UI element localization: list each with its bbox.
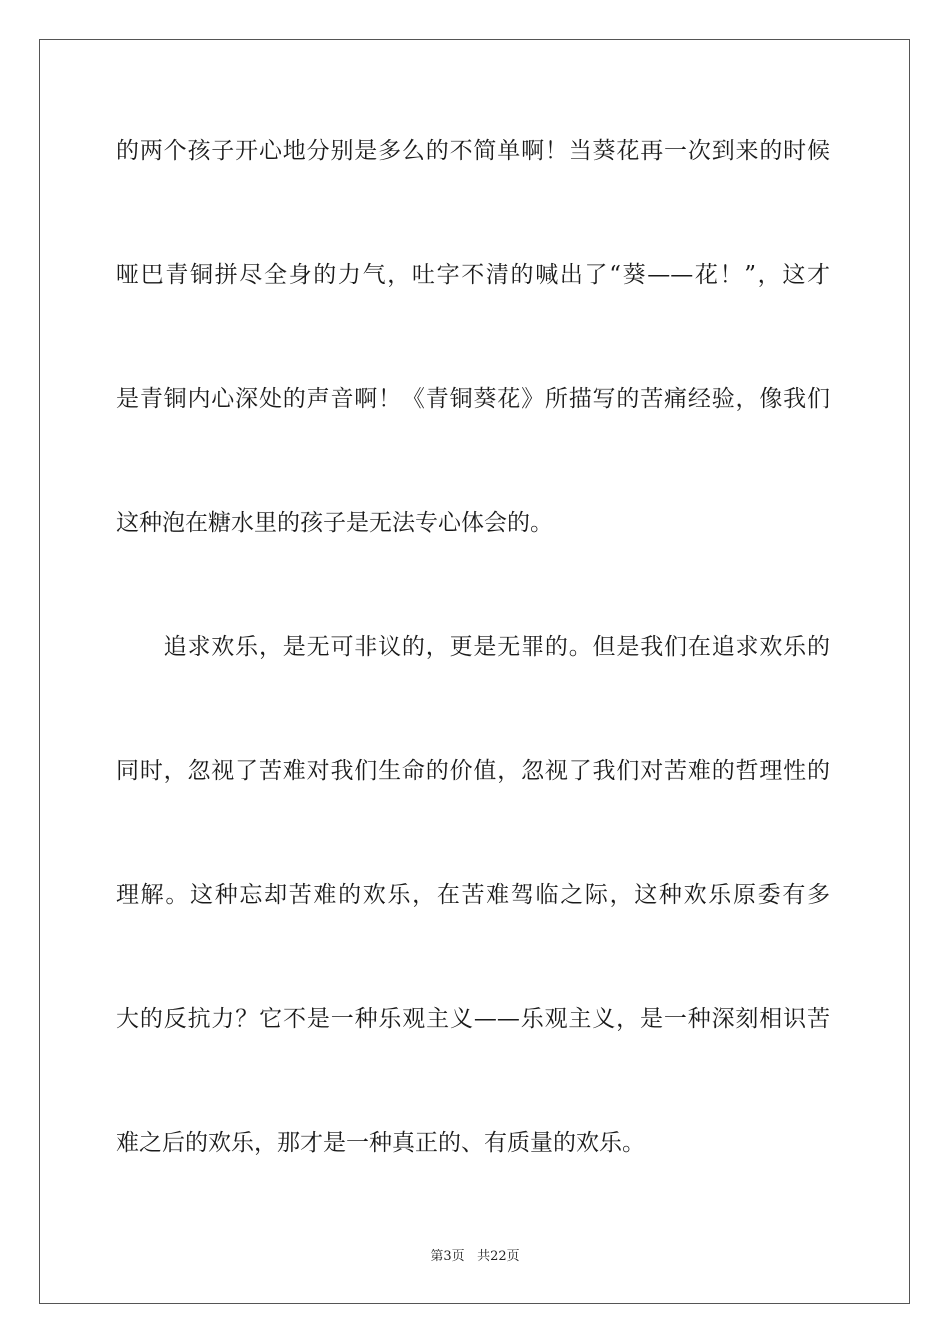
text-line: 大的反抗力？它不是一种乐观主义——乐观主义，是一种深刻相识苦 — [116, 1006, 830, 1032]
text-line: 的两个孩子开心地分别是多么的不简单啊！当葵花再一次到来的时候 — [116, 138, 830, 164]
text-line: 难之后的欢乐，那才是一种真正的、有质量的欢乐。 — [116, 1130, 645, 1156]
page-footer — [0, 1248, 950, 1266]
text-line: 哑巴青铜拼尽全身的力气，吐字不清的喊出了“葵——花！”，这才 — [116, 262, 830, 288]
page-number: 第3页 — [430, 1249, 465, 1264]
text-line: 这种泡在糖水里的孩子是无法专心体会的。 — [116, 510, 553, 536]
page-total: 共22页 — [477, 1249, 520, 1264]
page-border — [39, 39, 910, 1304]
text-line: 同时，忽视了苦难对我们生命的价值，忽视了我们对苦难的哲理性的 — [116, 758, 830, 784]
text-line: 是青铜内心深处的声音啊！《青铜葵花》所描写的苦痛经验，像我们 — [116, 386, 830, 412]
text-line: 追求欢乐，是无可非议的，更是无罪的。但是我们在追求欢乐的 — [116, 634, 830, 660]
text-line: 理解。这种忘却苦难的欢乐，在苦难驾临之际，这种欢乐原委有多 — [116, 882, 830, 908]
